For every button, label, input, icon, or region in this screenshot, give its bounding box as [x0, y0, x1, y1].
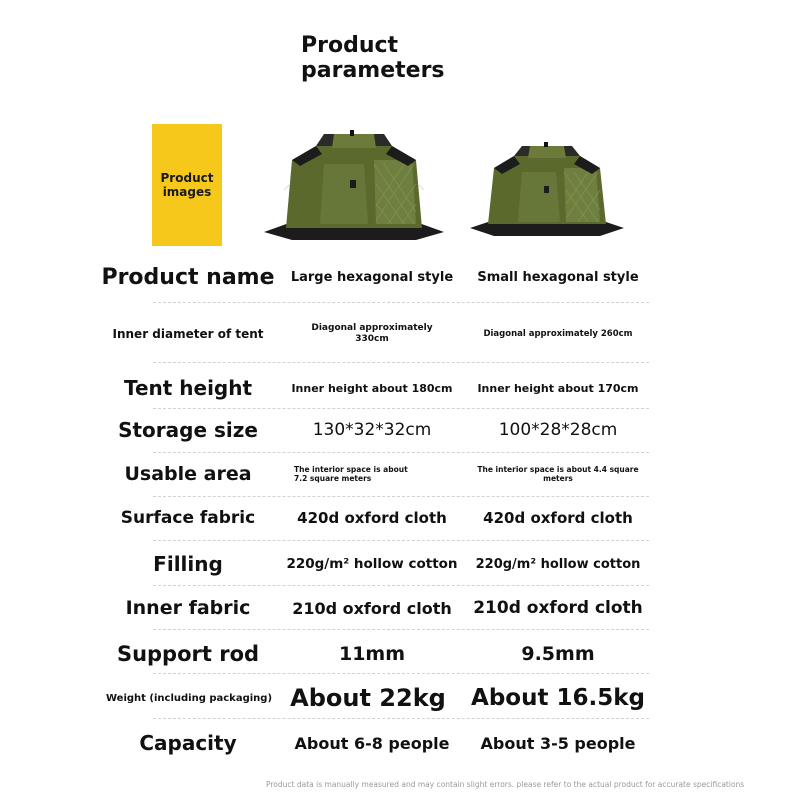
large-usable-area: The interior space is about 7.2 square meters [294, 465, 408, 483]
row-usable-area [0, 456, 800, 492]
label-surface-fabric: Surface fabric [120, 508, 256, 528]
title-line-2: parameters [301, 58, 445, 83]
row-separator [153, 452, 649, 453]
small-filling: 220g/m² hollow cotton [475, 556, 641, 572]
label-inner-fabric: Inner fabric [125, 597, 251, 619]
row-surface-fabric [0, 500, 800, 536]
large-inner-fabric: 210d oxford cloth [292, 598, 452, 618]
small-inner-diameter: Diagonal approximately 260cm [483, 329, 633, 339]
row-separator [153, 585, 649, 586]
row-inner-fabric [0, 590, 800, 626]
small-usable-area: The interior space is about 4.4 square meters [477, 465, 639, 483]
row-storage-size [0, 412, 800, 448]
small-storage-size: 100*28*28cm [498, 420, 618, 440]
small-support-rod: 9.5mm [521, 643, 595, 665]
product-images-badge [152, 124, 222, 246]
label-filling: Filling [153, 552, 223, 576]
row-separator [153, 629, 649, 630]
row-separator [153, 540, 649, 541]
small-tent-height: Inner height about 170cm [477, 381, 639, 395]
row-separator [153, 302, 649, 303]
small-inner-fabric: 210d oxford cloth [473, 598, 643, 618]
row-separator [153, 718, 649, 719]
label-support-rod: Support rod [116, 642, 260, 666]
small-capacity: About 3-5 people [480, 733, 636, 753]
label-usable-area: Usable area [124, 463, 252, 485]
small-weight: About 16.5kg [471, 685, 645, 711]
large-weight: About 22kg [290, 684, 446, 712]
label-inner-diameter: Inner diameter of tent [112, 327, 264, 341]
label-weight: Weight (including packaging) [105, 692, 273, 704]
row-inner-diameter [0, 314, 800, 354]
row-separator [153, 496, 649, 497]
large-tent-height: Inner height about 180cm [291, 381, 453, 395]
large-tent-image [264, 124, 444, 244]
row-separator [153, 673, 649, 674]
label-tent-height: Tent height [123, 376, 253, 400]
label-capacity: Capacity [139, 731, 237, 755]
small-product-name: Small hexagonal style [477, 269, 639, 285]
badge-line-1: Product [160, 171, 214, 185]
row-support-rod [0, 635, 800, 673]
row-product-name [0, 258, 800, 296]
disclaimer-footer: Product data is manually measured and may contain slight errors. please refer to the actual product for accurate specifications [266, 780, 745, 789]
small-surface-fabric: 420d oxford cloth [483, 509, 633, 527]
large-surface-fabric: 420d oxford cloth [297, 509, 447, 527]
large-storage-size: 130*32*32cm [312, 420, 432, 440]
row-tent-height [0, 370, 800, 406]
large-capacity: About 6-8 people [294, 733, 450, 753]
row-separator [153, 408, 649, 409]
row-capacity [0, 724, 800, 762]
label-storage-size: Storage size [118, 418, 258, 442]
page-title [301, 33, 445, 83]
row-filling [0, 546, 800, 582]
small-tent-image [470, 138, 624, 238]
row-weight [0, 678, 800, 718]
large-support-rod: 11mm [338, 643, 406, 665]
large-filling: 220g/m² hollow cotton [286, 556, 458, 572]
large-product-name: Large hexagonal style [290, 269, 454, 285]
row-separator [153, 362, 649, 363]
badge-line-2: images [162, 185, 212, 199]
label-product-name: Product name [101, 264, 275, 290]
large-inner-diameter: Diagonal approximately 330cm [311, 323, 433, 344]
title-line-1: Product [301, 33, 399, 58]
